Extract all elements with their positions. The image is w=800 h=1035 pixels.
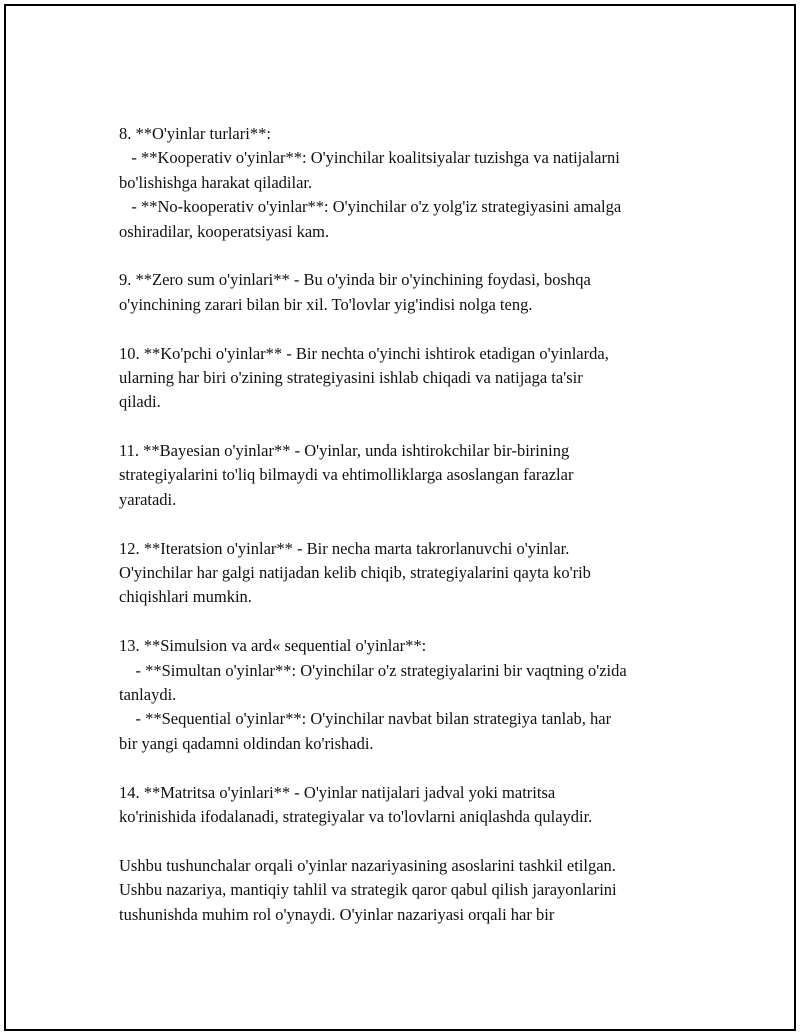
paragraph-game-types: [119, 122, 689, 244]
paragraph-multiplayer: [119, 342, 689, 415]
paragraph-gap: [119, 244, 689, 268]
text-line: tanlaydi.: [119, 684, 177, 704]
text-line: bir yangi qadamni oldindan ko'rishadi.: [119, 733, 374, 753]
paragraph-gap: [119, 512, 689, 536]
text-line: Ushbu nazariya, mantiqiy tahlil va strategik qaror qabul qilish jarayonlarini: [119, 880, 617, 900]
text-line: oshiradilar, kooperatsiyasi kam.: [119, 221, 330, 241]
paragraph-iterative: [119, 537, 689, 610]
document-page: [4, 4, 796, 1031]
text-line: bo'lishishga harakat qiladilar.: [119, 172, 313, 192]
text-line: o'yinchining zarari bilan bir xil. To'lovlar yig'indisi nolga teng.: [119, 294, 533, 314]
text-line: 12. **Iteratsion o'yinlar** - Bir necha marta takrorlanuvchi o'yinlar.: [119, 538, 570, 558]
text-line: 8. **O'yinlar turlari**:: [119, 124, 271, 143]
text-line: - **Kooperativ o'yinlar**: O'yinchilar koalitsiyalar tuzishga va natijalarni: [119, 148, 620, 168]
text-line: - **Sequential o'yinlar**: O'yinchilar navbat bilan strategiya tanlab, har: [119, 709, 612, 729]
text-line: 10. **Ko'pchi o'yinlar** - Bir nechta o'yinchi ishtirok etadigan o'yinlarda,: [119, 343, 609, 363]
text-line: ko'rinishida ifodalanadi, strategiyalar va to'lovlarni aniqlashda qulaydir.: [119, 806, 593, 826]
text-line: 14. **Matritsa o'yinlari** - O'yinlar natijalari jadval yoki matritsa: [119, 782, 556, 802]
paragraph-gap: [119, 610, 689, 634]
paragraph-bayesian: [119, 439, 689, 512]
text-line: 11. **Bayesian o'yinlar** - O'yinlar, unda ishtirokchilar bir-birining: [119, 441, 570, 461]
paragraph-gap: [119, 756, 689, 780]
text-line: - **No-kooperativ o'yinlar**: O'yinchilar o'z yolg'iz strategiyasini amalga: [119, 197, 622, 217]
text-line: 13. **Simulsion va ard« sequential o'yinlar**:: [119, 636, 427, 656]
paragraph-conclusion: [119, 854, 689, 927]
text-line: 9. **Zero sum o'yinlari** - Bu o'yinda bir o'yinchining foydasi, boshqa: [119, 270, 591, 290]
text-line: qiladi.: [119, 392, 161, 412]
text-line: tushunishda muhim rol o'ynaydi. O'yinlar nazariyasi orqali har bir: [119, 904, 555, 924]
document-body: [119, 122, 689, 927]
paragraph-simultaneous-sequential: [119, 634, 689, 756]
text-line: strategiyalarini to'liq bilmaydi va ehtimolliklarga asoslangan farazlar: [119, 465, 574, 485]
paragraph-gap: [119, 317, 689, 341]
text-line: Ushbu tushunchalar orqali o'yinlar nazariyasining asoslarini tashkil etilgan.: [119, 855, 616, 875]
paragraph-gap: [119, 829, 689, 853]
text-line: ularning har biri o'zining strategiyasini ishlab chiqadi va natijaga ta'sir: [119, 367, 583, 387]
text-line: - **Simultan o'yinlar**: O'yinchilar o'z strategiyalarini bir vaqtning o'zida: [119, 660, 627, 680]
text-line: O'yinchilar har galgi natijadan kelib chiqib, strategiyalarini qayta ko'rib: [119, 563, 591, 583]
paragraph-matrix: [119, 781, 689, 830]
paragraph-gap: [119, 415, 689, 439]
paragraph-zero-sum: [119, 268, 689, 317]
text-line: chiqishlari mumkin.: [119, 587, 252, 607]
text-line: yaratadi.: [119, 489, 177, 509]
